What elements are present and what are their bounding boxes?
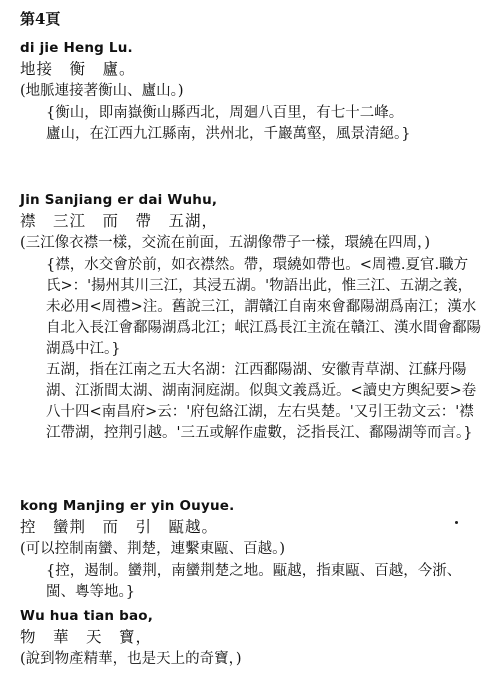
- verse-translation: (可以控制南蠻、荆楚，連繫東甌、百越。): [20, 541, 286, 557]
- verse-section: [20, 608, 482, 669]
- verse-original: 控 蠻荆 而 引 甌越。: [20, 518, 219, 536]
- verse-translation: (說到物產精華，也是天上的奇寶，): [20, 651, 242, 667]
- verse-section: [20, 498, 482, 603]
- annotation-paragraph: 五湖，指在江南之五大名湖：江西鄱陽湖、安徽青草湖、江蘇丹陽湖、江浙間太湖、湖南洞庭湖。似與文義爲近。<讀史方輿紀要>卷八十四<南昌府>云：'府包絡江湖，左右吳楚。'又引王勃文云：'襟江帶湖，控荆引越。'三五或解作虛數，泛指長江、鄱陽湖等而言。}: [46, 362, 477, 441]
- verse-translation: (地脈連接著衡山、廬山。): [20, 83, 184, 99]
- verse-pinyin: Jin Sanjiang er dai Wuhu,: [20, 192, 218, 208]
- annotation-paragraph: {衡山，即南嶽衡山縣西北，周廻八百里，有七十二峰。: [46, 105, 404, 121]
- verse-section: [20, 192, 482, 444]
- verse-annotation: [46, 561, 482, 603]
- verse-original: 襟 三江 而 帶 五湖，: [20, 212, 219, 230]
- verse-translation: (三江像衣襟一樣，交流在前面，五湖像帶子一樣，環繞在四周，): [20, 235, 431, 251]
- scan-speck: [455, 521, 458, 524]
- verse-annotation: [46, 255, 482, 444]
- page-number: 第4頁: [20, 10, 61, 28]
- verse-original: 地接 衡 廬。: [20, 60, 136, 78]
- annotation-paragraph: 廬山，在江西九江縣南，洪州北，千巖萬壑，風景清絕。}: [46, 126, 411, 142]
- verse-annotation: [46, 103, 482, 145]
- annotation-paragraph: {襟，水交會於前，如衣襟然。帶，環繞如帶也。<周禮.夏官.職方氏>：'揚州其川三江，其浸五湖。'物語出此，惟三江、五湖之義，未必用<周禮>注。舊說三江，謂贛江自南來會鄱陽湖爲南江；漢水自北入長江會鄱陽湖爲北江；岷江爲長江主流在贛江、漢水間會鄱陽湖爲中江。}: [46, 257, 481, 357]
- verse-pinyin: di jie Heng Lu.: [20, 40, 133, 56]
- verse-pinyin: kong Manjing er yin Ouyue.: [20, 498, 235, 514]
- annotation-paragraph: {控，遏制。蠻荆，南蠻荆楚之地。甌越，指東甌、百越，今浙、閩、粵等地。}: [46, 563, 462, 600]
- verse-original: 物 華 天 寶，: [20, 628, 153, 646]
- verse-section: [20, 40, 482, 145]
- verse-pinyin: Wu hua tian bao,: [20, 608, 154, 624]
